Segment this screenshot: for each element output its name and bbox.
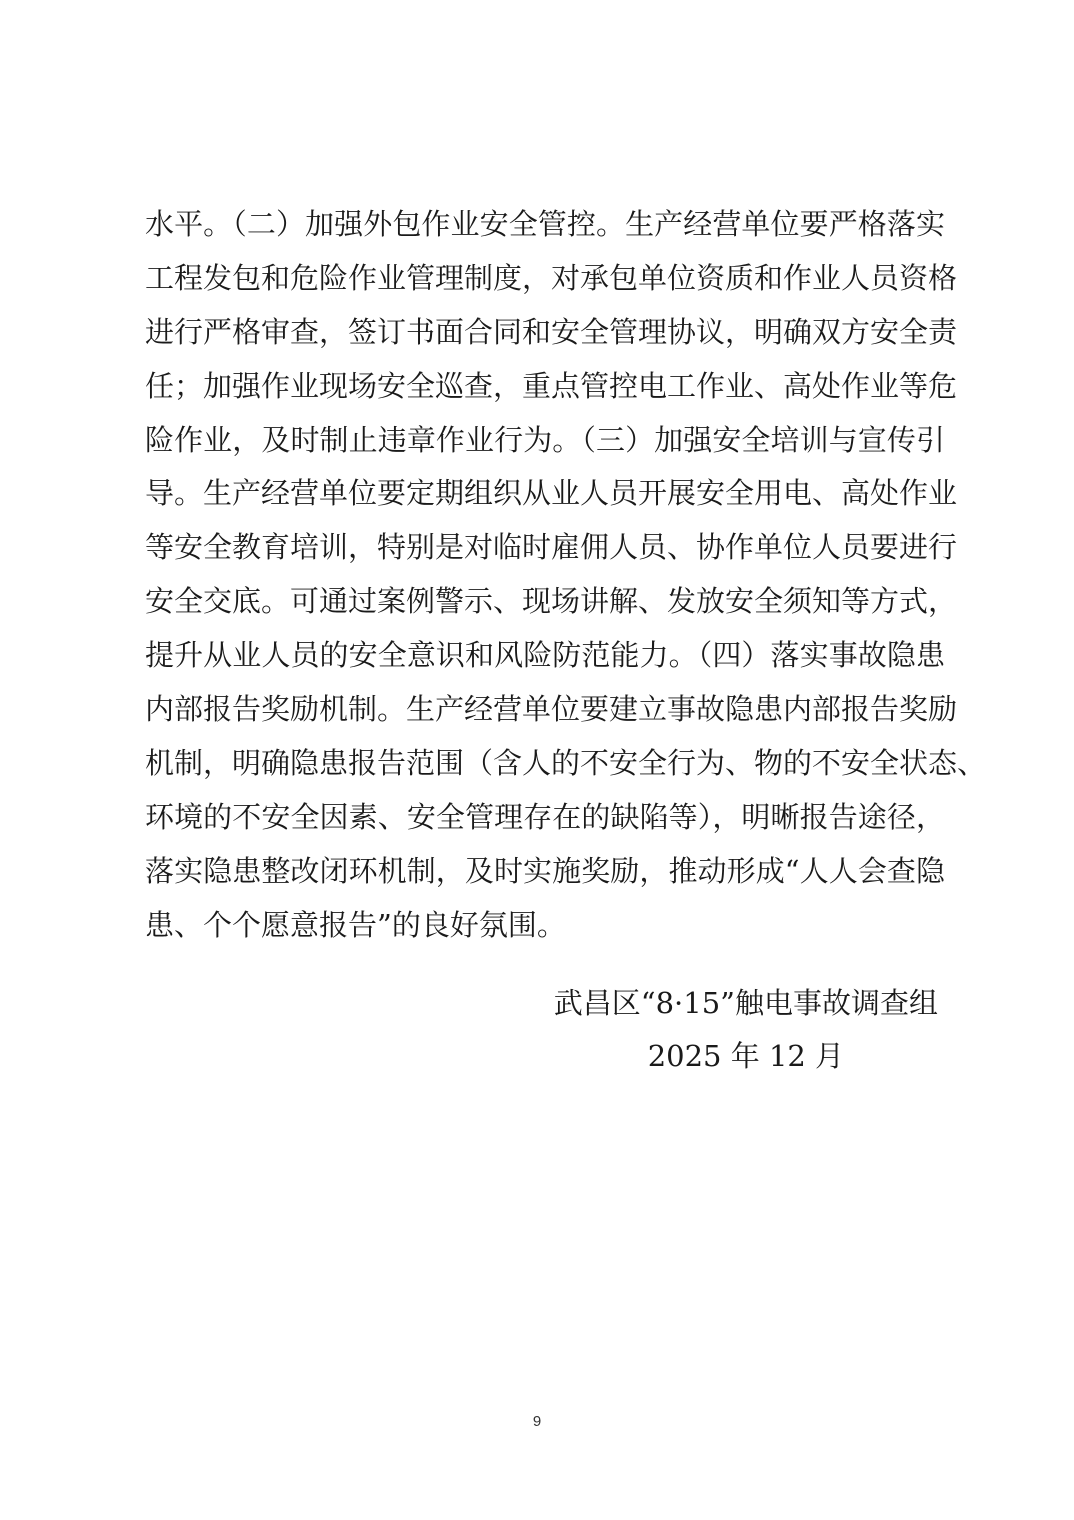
body-line: 任；加强作业现场安全巡查，重点管控电工作业、高处作业等危 (145, 368, 958, 403)
body-line: 工程发包和危险作业管理制度，对承包单位资质和作业人员资格 (145, 260, 958, 295)
body-line: 环境的不安全因素、安全管理存在的缺陷等），明晰报告途径， (145, 799, 945, 834)
body-line: 机制，明确隐患报告范围（含人的不安全行为、物的不安全状态、 (145, 745, 987, 780)
signature-block (554, 977, 938, 1083)
body-line: 险作业，及时制止违章作业行为。（三）加强安全培训与宣传引 (145, 422, 945, 457)
body-line: 落实隐患整改闭环机制，及时实施奖励，推动形成“人人会查隐 (145, 853, 945, 888)
body-line: 导。生产经营单位要定期组织从业人员开展安全用电、高处作业 (145, 476, 958, 511)
body-line: 安全交底。可通过案例警示、现场讲解、发放安全须知等方式， (145, 584, 958, 619)
signature-organization: 武昌区“8·15”触电事故调查组 (553, 986, 938, 1020)
body-line: 等安全教育培训，特别是对临时雇佣人员、协作单位人员要进行 (145, 530, 958, 565)
body-line: 提升从业人员的安全意识和风险防范能力。（四）落实事故隐患 (145, 638, 945, 673)
body-line: 患、个个愿意报告”的良好氛围。 (145, 907, 566, 942)
signature-date: 2025 年 12 月 (647, 1039, 845, 1073)
page-number: 9 (532, 1413, 542, 1430)
body-line: 水平。（二）加强外包作业安全管控。生产经营单位要严格落实 (145, 207, 945, 241)
body-line: 进行严格审查，签订书面合同和安全管理协议，明确双方安全责 (145, 314, 958, 349)
body-paragraph (145, 198, 987, 952)
body-line: 内部报告奖励机制。生产经营单位要建立事故隐患内部报告奖励 (145, 692, 958, 727)
